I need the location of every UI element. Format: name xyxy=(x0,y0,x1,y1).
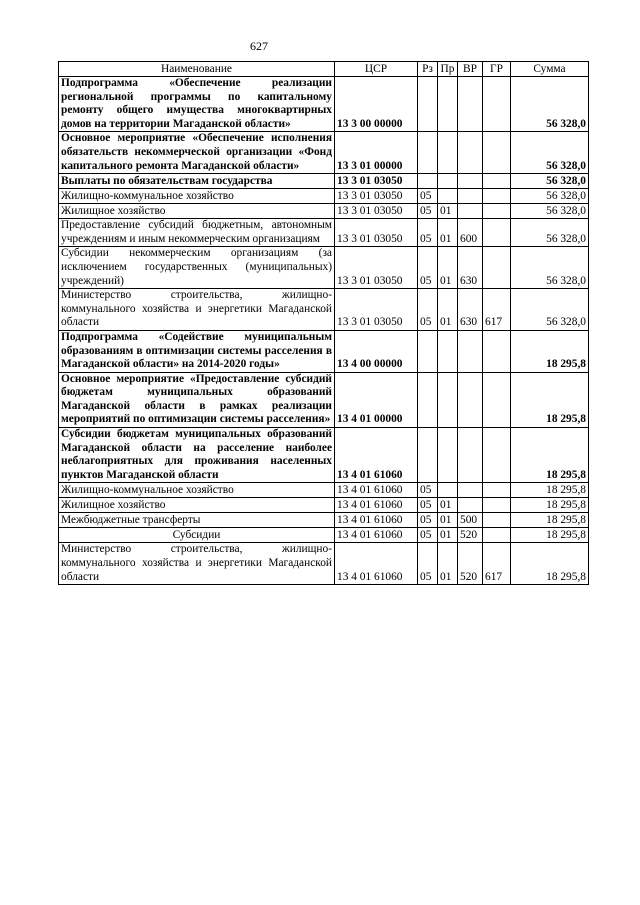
table-row xyxy=(59,289,589,331)
row-vr: 600 xyxy=(458,219,483,247)
row-csr: 13 4 01 61060 xyxy=(335,528,418,543)
row-name: Межбюджетные трансферты xyxy=(59,513,335,528)
table-row xyxy=(59,513,589,528)
row-gr xyxy=(483,132,511,174)
header-rz: Рз xyxy=(418,62,438,77)
table-row xyxy=(59,247,589,289)
table-row xyxy=(59,330,589,372)
row-csr: 13 4 01 61060 xyxy=(335,498,418,513)
header-gr: ГР xyxy=(483,62,511,77)
row-vr: 630 xyxy=(458,289,483,331)
table-row xyxy=(59,483,589,498)
row-pr: 01 xyxy=(438,513,458,528)
row-pr xyxy=(438,428,458,483)
row-vr xyxy=(458,372,483,427)
table-row xyxy=(59,132,589,174)
row-rz xyxy=(418,372,438,427)
row-sum: 56 328,0 xyxy=(511,132,589,174)
row-name: Субсидии бюджетам муниципальных образований Магаданской области на расселение наиболее неблагоприятных для проживания населенных пунктов Магаданской области xyxy=(59,428,335,483)
row-gr: 617 xyxy=(483,289,511,331)
row-sum: 18 295,8 xyxy=(511,498,589,513)
row-vr: 630 xyxy=(458,247,483,289)
row-rz: 05 xyxy=(418,498,438,513)
row-csr: 13 4 01 61060 xyxy=(335,483,418,498)
row-rz: 05 xyxy=(418,289,438,331)
row-vr xyxy=(458,174,483,189)
header-pr: Пр xyxy=(438,62,458,77)
row-gr xyxy=(483,219,511,247)
row-rz: 05 xyxy=(418,204,438,219)
row-rz xyxy=(418,428,438,483)
row-gr xyxy=(483,174,511,189)
row-vr xyxy=(458,77,483,132)
row-csr: 13 3 01 00000 xyxy=(335,132,418,174)
row-gr xyxy=(483,77,511,132)
row-sum: 56 328,0 xyxy=(511,189,589,204)
row-rz xyxy=(418,174,438,189)
row-rz: 05 xyxy=(418,189,438,204)
row-rz: 05 xyxy=(418,513,438,528)
table-row xyxy=(59,189,589,204)
row-rz xyxy=(418,132,438,174)
row-pr xyxy=(438,483,458,498)
header-csr: ЦСР xyxy=(335,62,418,77)
row-sum: 18 295,8 xyxy=(511,528,589,543)
row-rz xyxy=(418,77,438,132)
row-name: Министерство строительства, жилищно-коммунального хозяйства и энергетики Магаданской области xyxy=(59,543,335,585)
row-pr xyxy=(438,330,458,372)
row-name: Подпрограмма «Обеспечение реализации региональной программы по капитальному ремонту общего имущества многоквартирных домов на территории Магаданской области» xyxy=(59,77,335,132)
row-sum: 18 295,8 xyxy=(511,372,589,427)
row-gr xyxy=(483,189,511,204)
row-sum: 18 295,8 xyxy=(511,543,589,585)
row-pr: 01 xyxy=(438,204,458,219)
row-name: Жилищно-коммунальное хозяйство xyxy=(59,189,335,204)
row-sum: 18 295,8 xyxy=(511,513,589,528)
row-sum: 56 328,0 xyxy=(511,77,589,132)
row-rz: 05 xyxy=(418,543,438,585)
row-gr xyxy=(483,330,511,372)
row-csr: 13 4 01 61060 xyxy=(335,543,418,585)
row-vr xyxy=(458,483,483,498)
header-vr: ВР xyxy=(458,62,483,77)
row-csr: 13 3 01 03050 xyxy=(335,289,418,331)
row-pr: 01 xyxy=(438,543,458,585)
row-name: Министерство строительства, жилищно-коммунального хозяйства и энергетики Магаданской области xyxy=(59,289,335,331)
table-row xyxy=(59,528,589,543)
row-gr xyxy=(483,483,511,498)
row-rz xyxy=(418,330,438,372)
row-name: Жилищное хозяйство xyxy=(59,498,335,513)
row-pr xyxy=(438,132,458,174)
row-pr xyxy=(438,372,458,427)
row-csr: 13 4 01 61060 xyxy=(335,513,418,528)
row-pr: 01 xyxy=(438,219,458,247)
row-name: Жилищно-коммунальное хозяйство xyxy=(59,483,335,498)
row-vr xyxy=(458,132,483,174)
row-vr: 500 xyxy=(458,513,483,528)
table-row xyxy=(59,428,589,483)
row-gr xyxy=(483,204,511,219)
header-row xyxy=(59,62,589,77)
row-name: Основное мероприятие «Обеспечение исполнения обязательств некоммерческой организации «Фонд капитального ремонта Магаданской области» xyxy=(59,132,335,174)
row-csr: 13 3 01 03050 xyxy=(335,247,418,289)
row-csr: 13 4 01 61060 xyxy=(335,428,418,483)
row-csr: 13 3 01 03050 xyxy=(335,204,418,219)
row-sum: 18 295,8 xyxy=(511,428,589,483)
row-sum: 56 328,0 xyxy=(511,247,589,289)
row-gr xyxy=(483,372,511,427)
row-rz: 05 xyxy=(418,219,438,247)
row-csr: 13 4 00 00000 xyxy=(335,330,418,372)
row-name: Выплаты по обязательствам государства xyxy=(59,174,335,189)
table-row xyxy=(59,372,589,427)
row-name: Субсидии некоммерческим организациям (за исключением государственных (муниципальных) учреждений) xyxy=(59,247,335,289)
row-vr xyxy=(458,189,483,204)
table-row xyxy=(59,543,589,585)
row-gr xyxy=(483,498,511,513)
row-name: Жилищное хозяйство xyxy=(59,204,335,219)
row-sum: 56 328,0 xyxy=(511,204,589,219)
row-rz: 05 xyxy=(418,528,438,543)
row-gr xyxy=(483,513,511,528)
row-name: Подпрограмма «Содействие муниципальным образованиям в оптимизации системы расселения в Магаданской области» на 2014-2020 годы» xyxy=(59,330,335,372)
table-row xyxy=(59,498,589,513)
row-csr: 13 4 01 00000 xyxy=(335,372,418,427)
header-sum: Сумма xyxy=(511,62,589,77)
header-name: Наименование xyxy=(59,62,335,77)
row-pr: 01 xyxy=(438,289,458,331)
row-csr: 13 3 01 03050 xyxy=(335,219,418,247)
row-vr xyxy=(458,428,483,483)
row-pr xyxy=(438,77,458,132)
row-name: Предоставление субсидий бюджетным, автономным учреждениям и иным некоммерческим организациям xyxy=(59,219,335,247)
row-csr: 13 3 01 03050 xyxy=(335,174,418,189)
row-pr xyxy=(438,189,458,204)
row-gr: 617 xyxy=(483,543,511,585)
row-pr xyxy=(438,174,458,189)
table-row xyxy=(59,174,589,189)
row-csr: 13 3 00 00000 xyxy=(335,77,418,132)
row-sum: 56 328,0 xyxy=(511,219,589,247)
row-sum: 56 328,0 xyxy=(511,174,589,189)
row-vr xyxy=(458,204,483,219)
row-pr: 01 xyxy=(438,528,458,543)
table-row xyxy=(59,219,589,247)
row-csr: 13 3 01 03050 xyxy=(335,189,418,204)
row-sum: 18 295,8 xyxy=(511,330,589,372)
table-row xyxy=(59,204,589,219)
row-vr xyxy=(458,498,483,513)
row-gr xyxy=(483,528,511,543)
row-pr: 01 xyxy=(438,498,458,513)
row-sum: 18 295,8 xyxy=(511,483,589,498)
row-sum: 56 328,0 xyxy=(511,289,589,331)
row-name: Субсидии xyxy=(59,528,335,543)
row-vr: 520 xyxy=(458,528,483,543)
row-rz: 05 xyxy=(418,483,438,498)
page-number: 627 xyxy=(250,39,268,53)
row-gr xyxy=(483,428,511,483)
budget-table xyxy=(58,61,589,585)
row-pr: 01 xyxy=(438,247,458,289)
row-gr xyxy=(483,247,511,289)
row-vr: 520 xyxy=(458,543,483,585)
row-rz: 05 xyxy=(418,247,438,289)
row-name: Основное мероприятие «Предоставление субсидий бюджетам муниципальных образований Магаданской области в рамках реализации мероприятий по оптимизации системы расселения» xyxy=(59,372,335,427)
table-row xyxy=(59,77,589,132)
row-vr xyxy=(458,330,483,372)
